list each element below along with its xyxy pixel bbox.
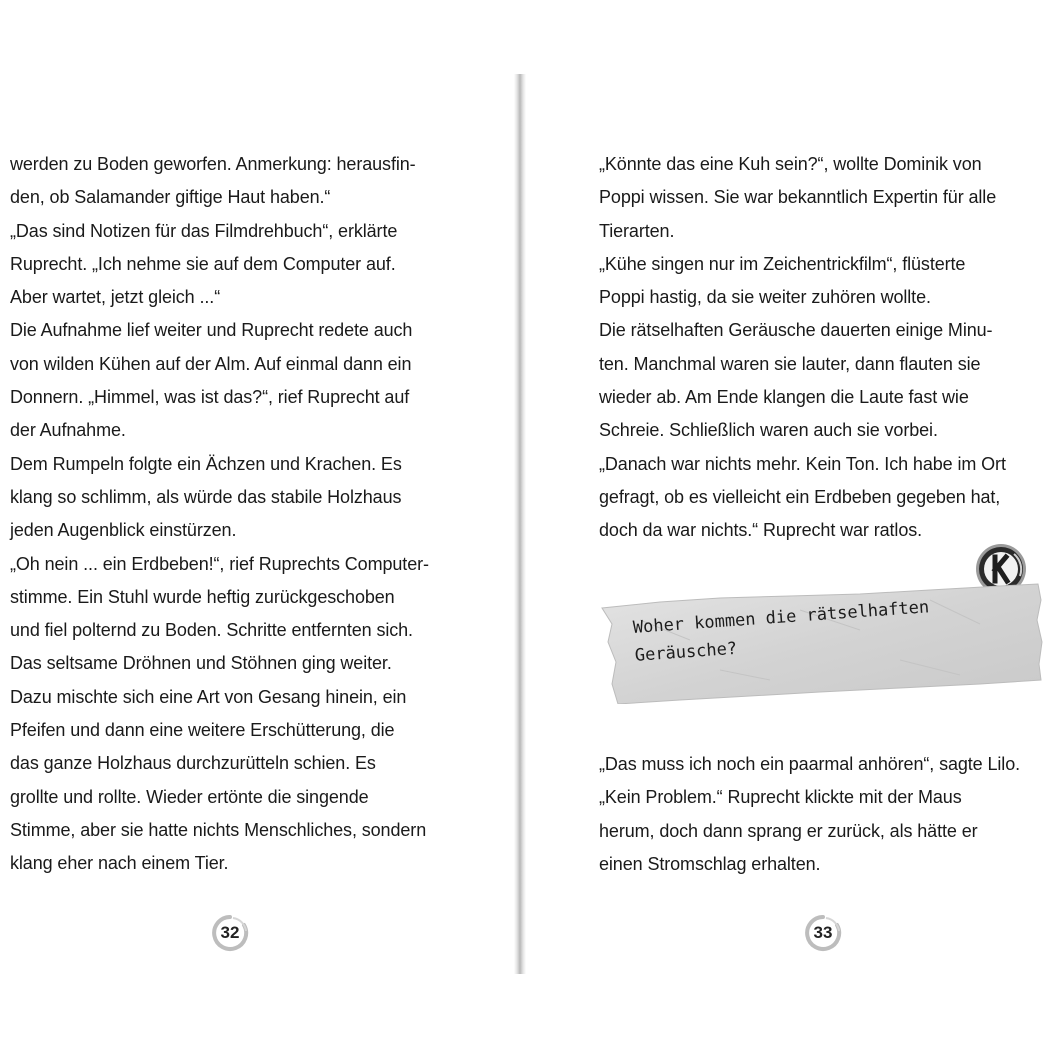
- text-line: werden zu Boden geworfen. Anmerkung: herausfin-: [10, 154, 416, 174]
- text-line: der Aufnahme.: [10, 420, 126, 441]
- text-line: einen Stromschlag erhalten.: [599, 853, 821, 874]
- right-page-text-bottom: [599, 748, 1044, 881]
- text-line: Pfeifen und dann eine weitere Erschütterung, die: [10, 720, 395, 741]
- text-line: klang so schlimm, als würde das stabile Holzhaus: [10, 486, 402, 507]
- text-line: und fiel polternd zu Boden. Schritte entfernten sich.: [10, 620, 413, 641]
- left-page-number-label: 32: [220, 923, 240, 942]
- text-line: „Kein Problem.“ Ruprecht klickte mit der Maus: [599, 787, 962, 808]
- text-line: grollte und rollte. Wieder ertönte die singende: [10, 786, 369, 807]
- right-page: [599, 148, 1044, 548]
- text-line: „Das sind Notizen für das Filmdrehbuch“, erklärte: [10, 220, 398, 241]
- text-line: „Oh nein ... ein Erdbeben!“, rief Ruprechts Computer-: [10, 553, 429, 574]
- text-line: Das seltsame Dröhnen und Stöhnen ging weiter.: [10, 653, 392, 674]
- text-line: gefragt, ob es vielleicht ein Erdbeben gegeben hat,: [599, 486, 1001, 507]
- text-line: „Kühe singen nur im Zeichentrickfilm“, flüsterte: [599, 253, 966, 274]
- text-line: von wilden Kühen auf der Alm. Auf einmal dann ein: [10, 353, 412, 374]
- clue-note: [600, 580, 1043, 704]
- text-line: Poppi hastig, da sie weiter zuhören wollte.: [599, 287, 931, 308]
- right-page-number-label: 33: [813, 923, 833, 942]
- text-line: „Das muss ich noch ein paarmal anhören“, sagte Lilo.: [599, 754, 1021, 774]
- text-line: das ganze Holzhaus durchzurütteln schien. Es: [10, 753, 376, 774]
- text-line: „Könnte das eine Kuh sein?“, wollte Dominik von: [599, 154, 982, 174]
- text-line: Dem Rumpeln folgte ein Ächzen und Krachen. Es: [10, 453, 402, 474]
- text-line: „Danach war nichts mehr. Kein Ton. Ich habe im Ort: [599, 453, 1006, 474]
- text-line: Ruprecht. „Ich nehme sie auf dem Computer auf.: [10, 253, 396, 274]
- left-page-number: [211, 914, 249, 952]
- text-line: doch da war nichts.“ Ruprecht war ratlos.: [599, 520, 923, 541]
- right-page-number: [804, 914, 842, 952]
- text-line: Tierarten.: [599, 220, 675, 241]
- text-line: jeden Augenblick einstürzen.: [10, 520, 237, 541]
- text-line: Dazu mischte sich eine Art von Gesang hinein, ein: [10, 686, 407, 707]
- text-line: ten. Manchmal waren sie lauter, dann flauten sie: [599, 353, 981, 374]
- text-line: Die rätselhaften Geräusche dauerten einige Minu-: [599, 320, 993, 341]
- text-line: Aber wartet, jetzt gleich ...“: [10, 287, 221, 308]
- left-page: [10, 148, 470, 881]
- text-line: den, ob Salamander giftige Haut haben.“: [10, 187, 331, 208]
- text-line: Poppi wissen. Sie war bekanntlich Expertin für alle: [599, 187, 997, 208]
- left-page-text: [10, 148, 470, 881]
- text-line: Donnern. „Himmel, was ist das?“, rief Ruprecht auf: [10, 387, 410, 408]
- text-line: herum, doch dann sprang er zurück, als hätte er: [599, 820, 978, 841]
- book-gutter: [514, 74, 526, 974]
- text-line: Stimme, aber sie hatte nichts Menschliches, sondern: [10, 819, 427, 840]
- right-page-text-top: [599, 148, 1044, 548]
- right-page-bottom: [599, 748, 1044, 881]
- text-line: klang eher nach einem Tier.: [10, 853, 229, 874]
- text-line: wieder ab. Am Ende klangen die Laute fast wie: [599, 387, 969, 408]
- text-line: Die Aufnahme lief weiter und Ruprecht redete auch: [10, 320, 413, 341]
- clue-question-line-2: Geräusche?: [634, 638, 738, 666]
- clue-question-line-1: Woher kommen die rätselhaften: [632, 597, 930, 638]
- text-line: Schreie. Schließlich waren auch sie vorbei.: [599, 420, 938, 441]
- text-line: stimme. Ein Stuhl wurde heftig zurückgeschoben: [10, 586, 395, 607]
